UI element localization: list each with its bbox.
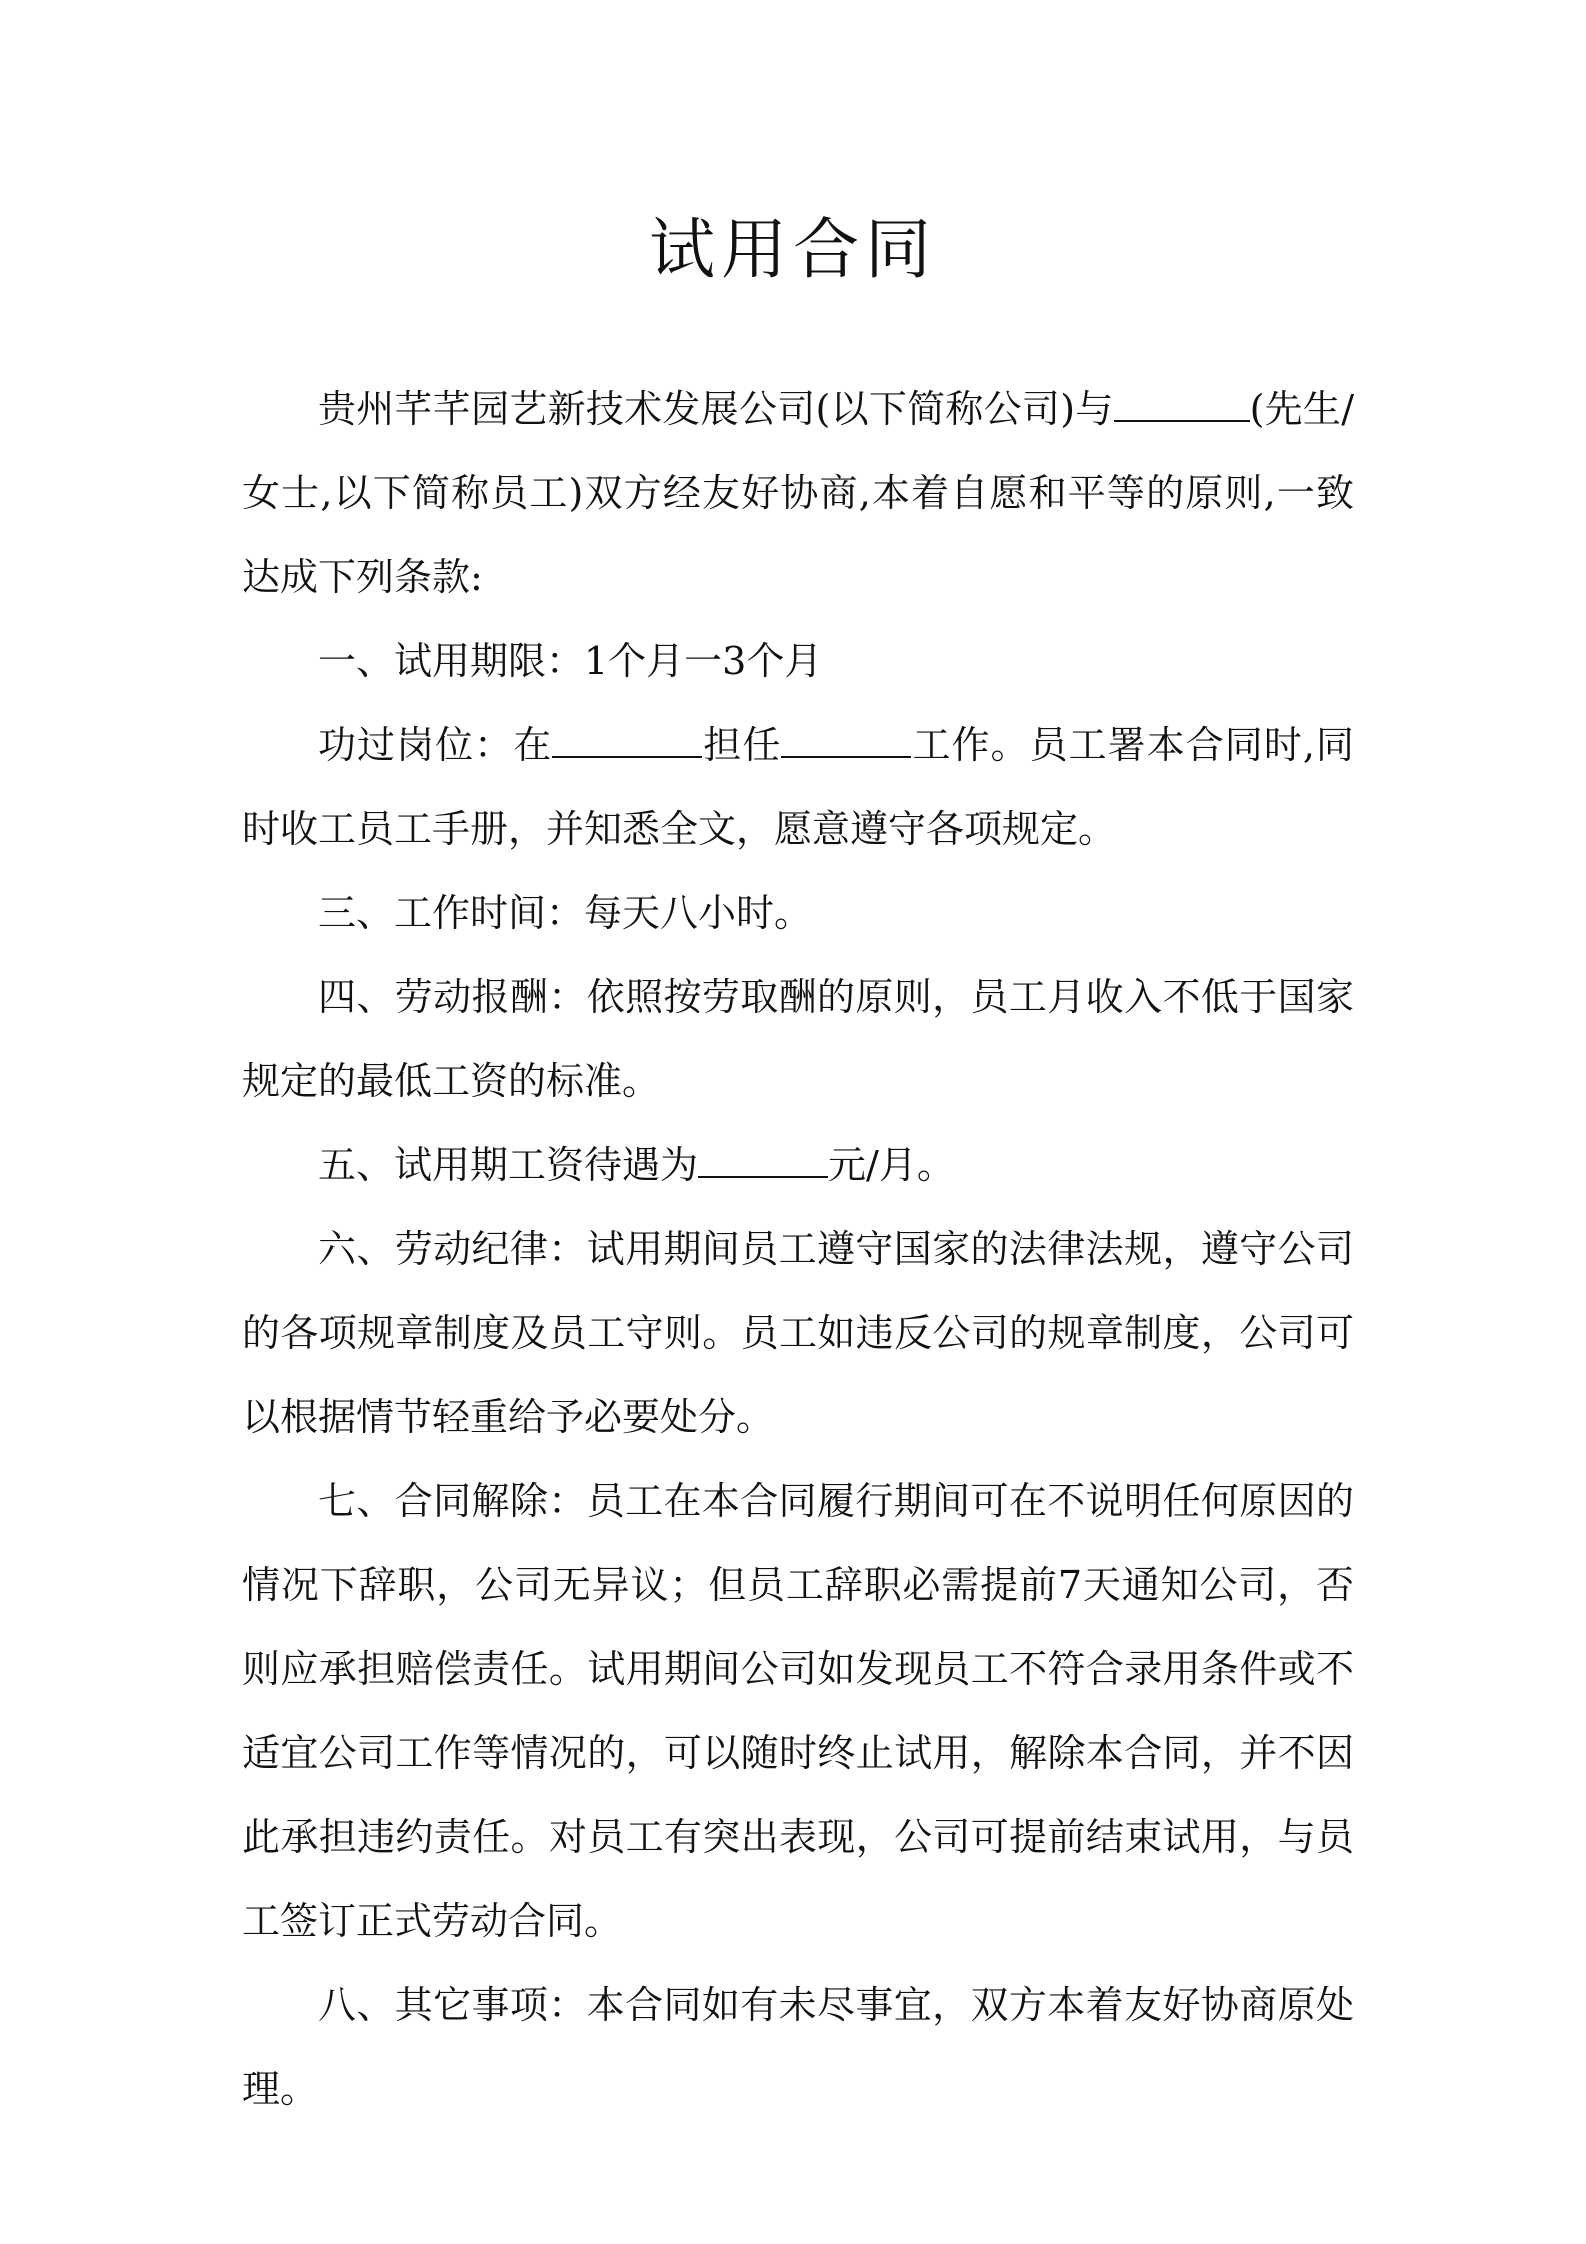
clause-2-text-2: 担任 (702, 723, 782, 767)
clause-2-text-1: 功过岗位：在 (318, 723, 553, 767)
clause-2 (242, 703, 1354, 871)
employee-name-blank (1114, 380, 1250, 422)
clause-1: 一、试用期限：1个月一3个月 (318, 639, 823, 683)
salary-blank (698, 1136, 828, 1178)
clause-7: 七、合同解除：员工在本合同履行期间可在不说明任何原因的情况下辞职，公司无异议；但员工辞职必需提前7天通知公司，否则应承担赔偿责任。试用期间公司如发现员工不符合录用条件或不适宜公司工作等情况的，可以随时终止试用，解除本合同，并不因此承担违约责任。对员工有突出表现，公司可提前结束试用，与员工签订正式劳动合同。 (242, 1479, 1354, 1943)
clause-4: 四、劳动报酬：依照按劳取酬的原则，员工月收入不低于国家规定的最低工资的标准。 (242, 975, 1354, 1103)
document-title: 试用合同 (649, 211, 937, 288)
clause-8: 八、其它事项：本合同如有未尽事宜，双方本着友好协商原处理。 (242, 1983, 1354, 2111)
department-blank (552, 716, 702, 758)
clause-5-text-after: 元/月。 (828, 1143, 955, 1187)
intro-paragraph (242, 367, 1354, 619)
contract-body (242, 367, 1354, 2131)
intro-text-before: 贵州芊芊园艺新技术发展公司(以下简称公司)与 (318, 387, 1114, 431)
intro-text-after: (先生/女士,以下简称员工)双方经友好协商,本着自愿和平等的原则,一致达成下列条款: (242, 387, 1354, 599)
clause-6: 六、劳动纪律：试用期间员工遵守国家的法律法规，遵守公司的各项规章制度及员工守则。员工如违反公司的规章制度，公司可以根据情节轻重给予必要处分。 (242, 1227, 1354, 1439)
clause-5 (242, 1123, 1354, 1207)
clause-3: 三、工作时间：每天八小时。 (318, 891, 813, 935)
clause-5-text-before: 五、试用期工资待遇为 (318, 1143, 699, 1187)
clause-2-text-3: 工作。员工署本合同时,同时收工员工手册，并知悉全文，愿意遵守各项规定。 (242, 723, 1354, 851)
position-blank (781, 716, 911, 758)
